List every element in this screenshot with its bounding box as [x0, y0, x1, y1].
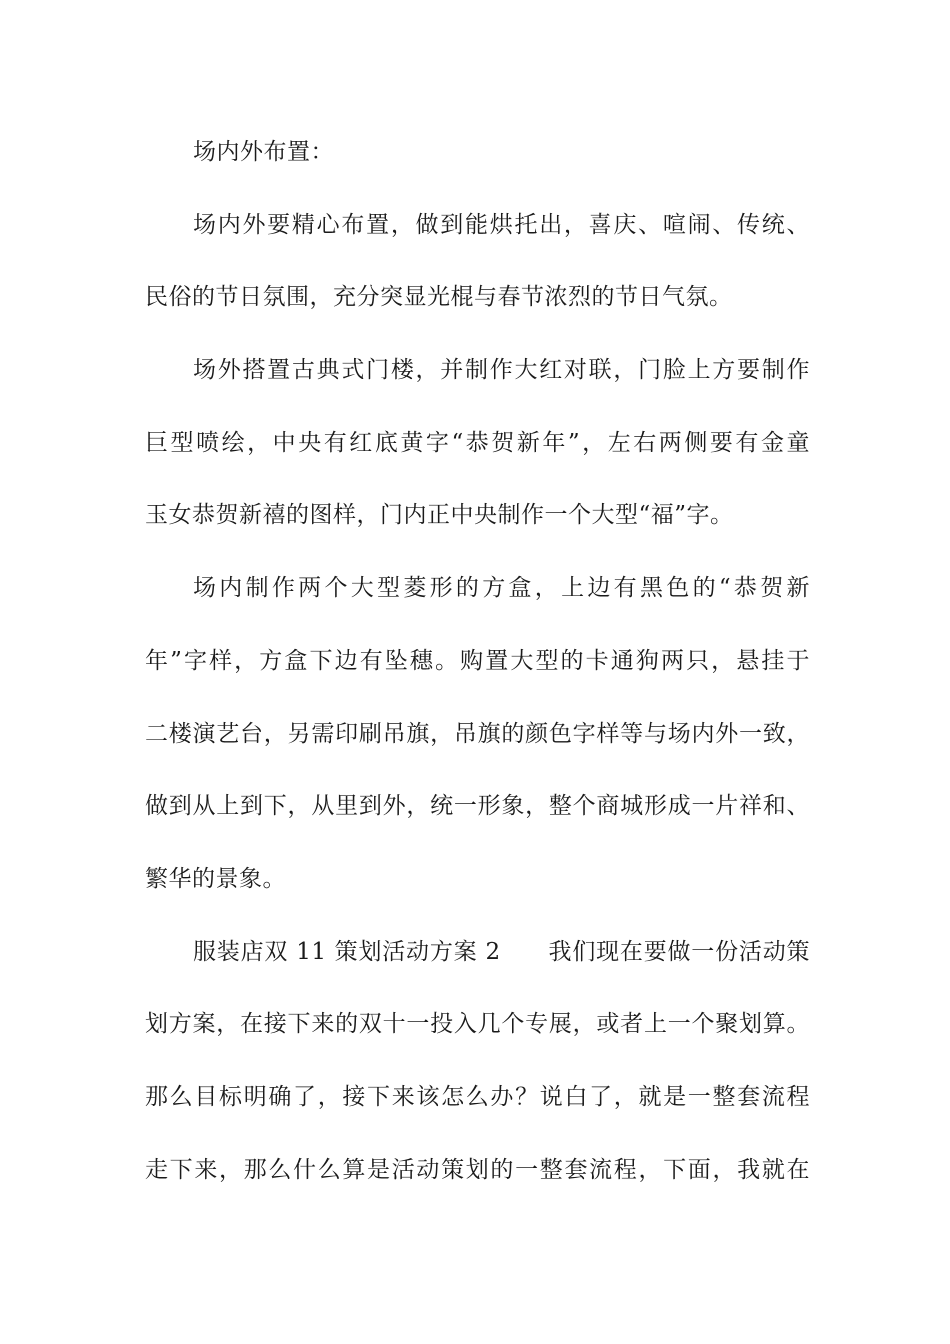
paragraph-line: 二楼演艺台，另需印刷吊旗，吊旗的颜色字样等与场内外一致， — [145, 720, 810, 747]
paragraph-line: 繁华的景象。 — [145, 865, 286, 892]
paragraph-line: 玉女恭贺新禧的图样，门内正中央制作一个大型“福”字。 — [145, 502, 734, 529]
paragraph-line: 那么目标明确了，接下来该怎么办？说白了，就是一整套流程 — [145, 1083, 810, 1110]
paragraph-line: 场内制作两个大型菱形的方盒，上边有黑色的“恭贺新 — [193, 575, 810, 602]
paragraph-line: 年”字样，方盒下边有坠穗。购置大型的卡通狗两只，悬挂于 — [145, 647, 810, 674]
paragraph-line: 巨型喷绘，中央有红底黄字“恭贺新年”，左右两侧要有金童 — [145, 429, 810, 456]
paragraph-line: 场内外要精心布置，做到能烘托出，喜庆、喧闹、传统、 — [193, 211, 810, 238]
paragraph-line: 场外搭置古典式门楼，并制作大红对联，门脸上方要制作 — [193, 357, 810, 384]
document-body — [145, 126, 810, 1216]
paragraph-line: 民俗的节日氛围，充分突显光棍与春节浓烈的节日气氛。 — [145, 284, 733, 311]
paragraph-line: 走下来，那么什么算是活动策划的一整套流程，下面，我就在 — [145, 1156, 810, 1183]
paragraph-line: 场内外布置： — [193, 139, 334, 165]
paragraph-line: 做到从上到下，从里到外，统一形象，整个商城形成一片祥和、 — [145, 793, 810, 820]
paragraph-line: 服装店双 11 策划活动方案 2 我们现在要做一份活动策 — [193, 938, 810, 965]
paragraph-line: 划方案，在接下来的双十一投入几个专展，或者上一个聚划算。 — [145, 1011, 810, 1038]
